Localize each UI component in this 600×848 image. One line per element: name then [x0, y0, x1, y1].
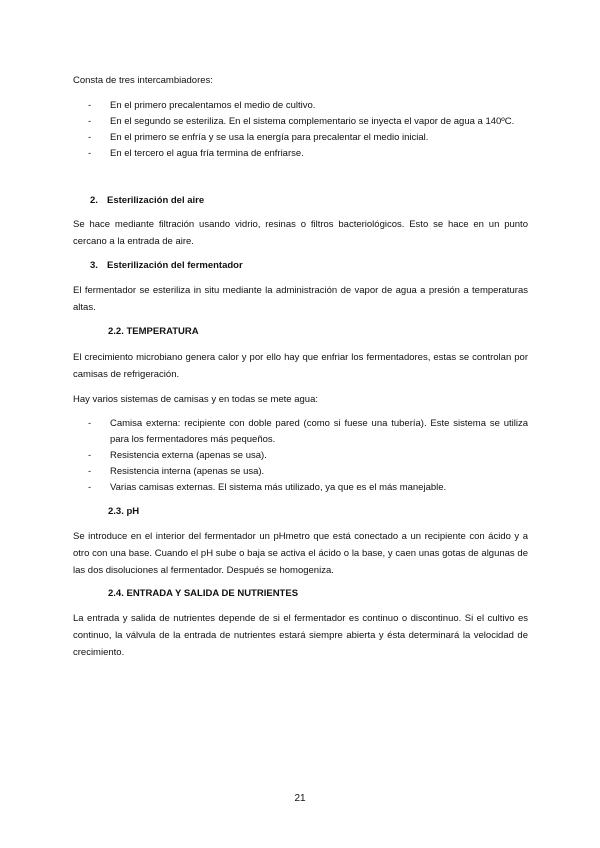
bullet-dash: -	[88, 418, 92, 429]
fermenter-sterilization-text: El fermentador se esteriliza in situ mediante la administración de vapor de agua a presión a temperaturas altas.	[73, 285, 528, 313]
heading-ph: 2.3. pH	[108, 506, 140, 517]
list-item	[88, 130, 528, 146]
list-item-text: En el primero se enfría y se usa la energía para precalentar el medio inicial.	[110, 132, 429, 143]
bullet-dash: -	[88, 148, 92, 159]
temperatura-text: El crecimiento microbiano genera calor y por ello hay que enfriar los fermentadores, estas se controlan por camisas de refrigeración.	[73, 352, 528, 380]
list-item	[88, 416, 528, 448]
bullet-dash: -	[88, 466, 92, 477]
section-heading-air	[90, 192, 204, 209]
list-item-text: En el segundo se esteriliza. En el sistema complementario se inyecta el vapor de agua a 140ºC.	[110, 116, 515, 127]
exchangers-list	[88, 98, 528, 162]
list-item	[88, 464, 528, 480]
list-item	[88, 448, 528, 464]
bullet-dash: -	[88, 116, 92, 127]
list-item	[88, 480, 528, 496]
camisas-intro-text: Hay varios sistemas de camisas y en todas se mete agua:	[73, 394, 319, 405]
list-item	[88, 98, 528, 114]
list-item-text: En el primero precalentamos el medio de cultivo.	[110, 100, 316, 111]
list-item	[88, 146, 528, 162]
bullet-dash: -	[88, 100, 92, 111]
list-item-text: En el tercero el agua fría termina de enfriarse.	[110, 148, 304, 159]
air-sterilization-text: Se hace mediante filtración usando vidrio, resinas o filtros bacteriológicos. Esto se hace en un punto cercano a la entrada de aire.	[73, 219, 528, 247]
heading-nutrientes: 2.4. ENTRADA Y SALIDA DE NUTRIENTES	[108, 588, 299, 599]
bullet-dash: -	[88, 450, 92, 461]
page-number: 21	[294, 793, 306, 804]
nutrientes-text: La entrada y salida de nutrientes depende de si el fermentador es continuo o discontinuo. Si el cultivo es continuo, la válvula de la entrada de nutrientes estará siempre abierta y ésta determinará la velocidad de crecimiento.	[73, 613, 528, 658]
list-item-text: Varias camisas externas. El sistema más utilizado, ya que es el más manejable.	[110, 482, 447, 493]
bullet-dash: -	[88, 482, 92, 493]
list-item-text: Resistencia externa (apenas se usa).	[110, 450, 267, 461]
list-item-text: Camisa externa: recipiente con doble pared (como si fuese una tubería). Este sistema se utiliza para los fermentadores más pequeños.	[110, 418, 528, 445]
intro-text: Consta de tres intercambiadores:	[73, 75, 213, 86]
section-number: 2.	[90, 195, 98, 206]
bullet-dash: -	[88, 132, 92, 143]
list-item	[88, 114, 528, 130]
heading-temperatura: 2.2. TEMPERATURA	[108, 326, 199, 337]
section-heading-fermenter	[90, 257, 243, 274]
section-number: 3.	[90, 260, 98, 271]
ph-text: Se introduce en el interior del fermentador un pHmetro que está conectado a un recipiente con ácido y a otro con una base. Cuando el pH sube o baja se activa el ácido o la base, y caen unas gotas de algunas de las dos disoluciones al fermentador. Después se homogeniza.	[73, 531, 528, 576]
section-title: Esterilización del fermentador	[107, 260, 243, 271]
list-item-text: Resistencia interna (apenas se usa).	[110, 466, 265, 477]
section-title: Esterilización del aire	[107, 195, 205, 206]
camisas-list	[88, 416, 528, 496]
